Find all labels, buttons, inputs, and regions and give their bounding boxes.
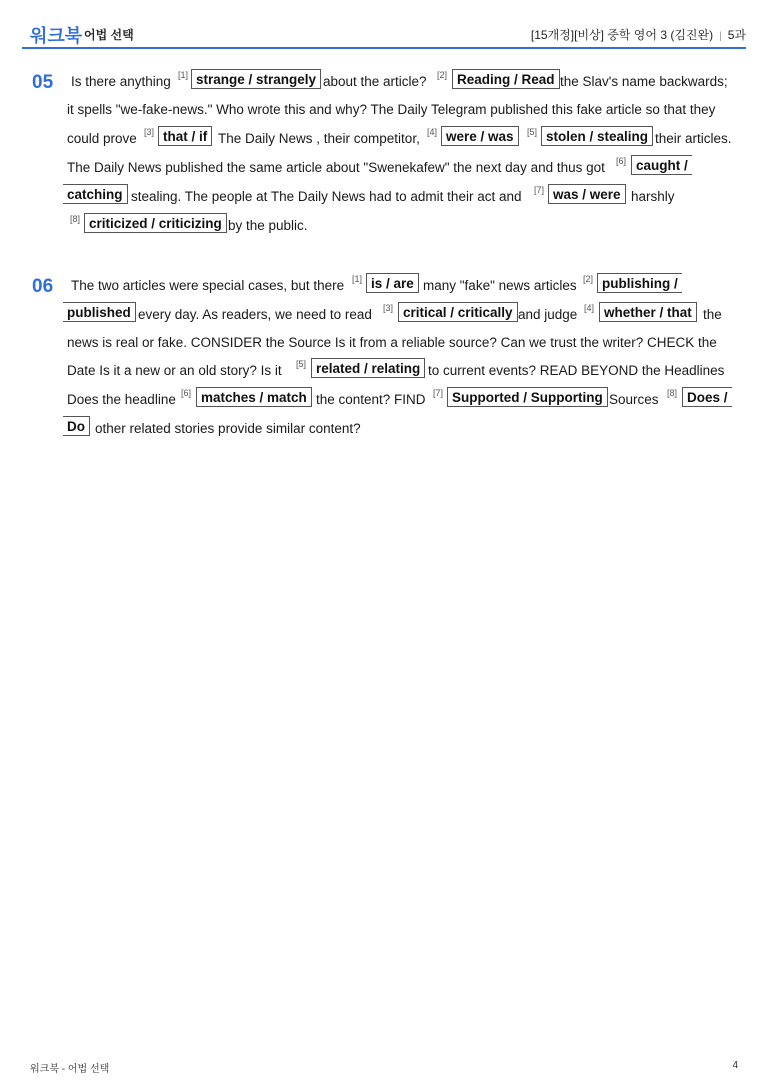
choice-box[interactable]: that / if xyxy=(158,126,212,146)
passage-line xyxy=(67,154,734,180)
passage-text: and judge xyxy=(518,307,578,322)
blank-number: [5] xyxy=(527,127,538,137)
blank-number: [5] xyxy=(296,359,307,369)
passage-text: the Slav's name backwards; xyxy=(560,74,728,89)
blank-number: [3] xyxy=(383,303,394,313)
choice-box[interactable]: strange / strangely xyxy=(191,69,321,89)
course-info xyxy=(531,26,746,43)
passage-line xyxy=(67,125,734,151)
passage-text: could prove xyxy=(67,131,137,146)
choice-box[interactable]: caught / xyxy=(631,155,692,175)
choice-box[interactable]: published xyxy=(63,302,136,322)
passage-text: Date Is it a new or an old story? Is it xyxy=(67,363,282,378)
passage-text: every day. As readers, we need to read xyxy=(138,307,372,322)
passage-text: harshly xyxy=(631,189,675,204)
choice-box[interactable]: Supported / Supporting xyxy=(447,387,608,407)
passage-line xyxy=(67,357,734,383)
passage-line xyxy=(67,386,734,412)
choice-box[interactable]: Do xyxy=(63,416,90,436)
problem-number: 06 xyxy=(32,276,54,297)
section-subtitle: 어법 선택 xyxy=(84,28,134,42)
brand-title: 워크북 xyxy=(30,26,83,46)
blank-number: [2] xyxy=(583,274,594,284)
passage-text: Is there anything xyxy=(71,74,171,89)
lesson-label: 5과 xyxy=(727,28,746,42)
blank-number: [1] xyxy=(178,70,189,80)
blank-number: [3] xyxy=(144,127,155,137)
choice-box[interactable]: catching xyxy=(63,184,128,204)
course-title: [15개정][비상] 중학 영어 3 (김진완) xyxy=(530,28,714,42)
blank-number: [1] xyxy=(352,274,363,284)
choice-box[interactable]: was / were xyxy=(548,184,626,204)
passage-text: to current events? READ BEYOND the Headlines xyxy=(428,363,725,378)
passage-text: news is real or fake. CONSIDER the Source Is it from a reliable source? Can we trust the writer? CHECK the xyxy=(67,335,717,350)
separator: | xyxy=(719,31,722,42)
passage-text: Does the headline xyxy=(67,392,176,407)
passage-text: stealing. The people at The Daily News had to admit their act and xyxy=(131,189,522,204)
problem-number: 05 xyxy=(32,72,54,93)
choice-box[interactable]: Does / xyxy=(682,387,732,407)
passage-text: The Daily News , their competitor, xyxy=(218,131,420,146)
choice-box[interactable]: is / are xyxy=(366,273,419,293)
passage-line xyxy=(67,301,734,327)
header-divider xyxy=(22,47,746,49)
blank-number: [4] xyxy=(584,303,595,313)
blank-number: [8] xyxy=(667,388,678,398)
passage-line xyxy=(67,68,734,94)
choice-box[interactable]: critical / critically xyxy=(398,302,518,322)
page-number: 4 xyxy=(732,1060,738,1071)
choice-box[interactable]: stolen / stealing xyxy=(541,126,653,146)
passage-text: the xyxy=(703,307,722,322)
passage-text: The Daily News published the same article about "Swenekafew" the next day and thus got xyxy=(67,160,605,175)
passage-line xyxy=(67,212,734,238)
blank-number: [6] xyxy=(616,156,627,166)
passage-line xyxy=(67,183,734,209)
blank-number: [8] xyxy=(70,214,81,224)
passage-text: The two articles were special cases, but there xyxy=(71,278,345,293)
passage-text: their articles. xyxy=(655,131,732,146)
choice-box[interactable]: Reading / Read xyxy=(452,69,560,89)
passage-line xyxy=(67,96,734,122)
passage-text: about the article? xyxy=(323,74,427,89)
choice-box[interactable]: whether / that xyxy=(599,302,697,322)
passage-text: by the public. xyxy=(228,218,308,233)
passage-text: it spells "we-fake-news." Who wrote this and why? The Daily Telegram published this fake article so that they xyxy=(67,102,716,117)
passage-text: many "fake" news articles xyxy=(423,278,577,293)
blank-number: [4] xyxy=(427,127,438,137)
passage-text: the content? FIND xyxy=(316,392,426,407)
choice-box[interactable]: matches / match xyxy=(196,387,312,407)
passage-line xyxy=(67,329,734,355)
passage-text: other related stories provide similar content? xyxy=(95,421,361,436)
blank-number: [6] xyxy=(181,388,192,398)
page-header xyxy=(30,22,746,48)
blank-number: [7] xyxy=(433,388,444,398)
blank-number: [7] xyxy=(534,185,545,195)
choice-box[interactable]: were / was xyxy=(441,126,519,146)
choice-box[interactable]: publishing / xyxy=(597,273,682,293)
passage-line xyxy=(67,272,734,298)
blank-number: [2] xyxy=(437,70,448,80)
choice-box[interactable]: criticized / criticizing xyxy=(84,213,227,233)
passage-text: Sources xyxy=(609,392,659,407)
choice-box[interactable]: related / relating xyxy=(311,358,425,378)
passage-line xyxy=(67,415,734,441)
footer-title: 워크북 - 어법 선택 xyxy=(30,1064,110,1075)
